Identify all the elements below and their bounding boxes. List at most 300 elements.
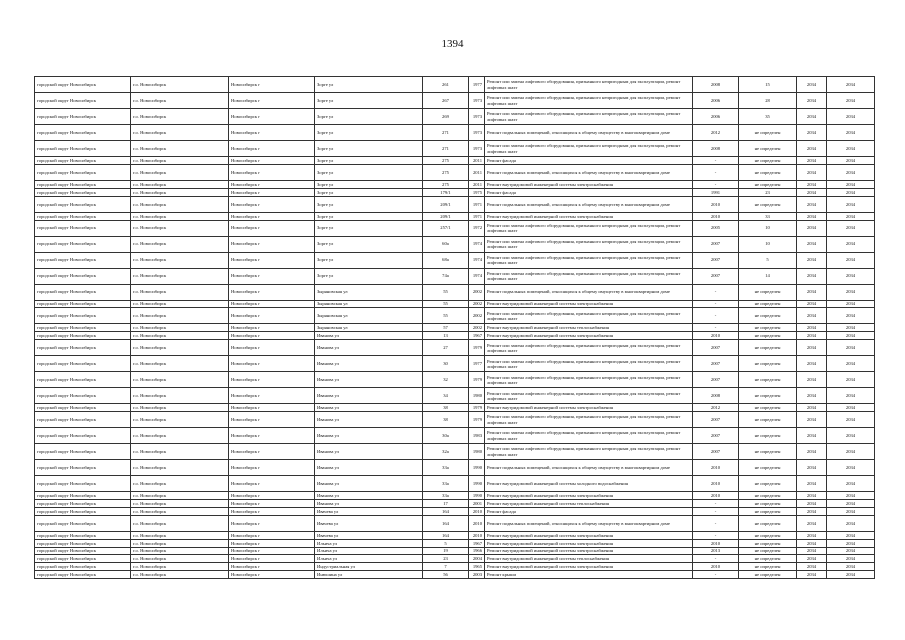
plan-start-cell: 2034 — [797, 284, 827, 300]
plan-end-cell: 2034 — [827, 547, 875, 555]
city-cell: Новосибирск г — [229, 571, 315, 579]
city-cell: Новосибирск г — [229, 515, 315, 531]
city-cell: Новосибирск г — [229, 196, 315, 212]
wear-cell: не определен — [739, 492, 797, 500]
plan-start-cell: 2034 — [797, 563, 827, 571]
street-cell: Иванова ул — [315, 412, 423, 428]
wear-cell: не определен — [739, 547, 797, 555]
work-type-cell: Ремонт внутридомовой инженерной системы электроснабжения — [485, 300, 693, 308]
house-cell: 38 — [423, 412, 469, 428]
street-cell: Зорге ул — [315, 188, 423, 196]
house-cell: 55 — [423, 308, 469, 324]
table-body — [35, 77, 875, 579]
table-row — [35, 188, 875, 196]
city-cell: Новосибирск г — [229, 236, 315, 252]
year-built-cell: 2011 — [469, 164, 485, 180]
city-cell: Новосибирск г — [229, 555, 315, 563]
wear-cell: не определен — [739, 125, 797, 141]
wear-cell: не определен — [739, 388, 797, 404]
table-row — [35, 515, 875, 531]
capital-repair-table — [34, 76, 875, 579]
plan-start-cell: 2034 — [797, 188, 827, 196]
house-cell: 261 — [423, 77, 469, 93]
last-repair-cell: 2005 — [693, 220, 739, 236]
year-built-cell: 1973 — [469, 93, 485, 109]
municipality-cell: г.о. Новосибирск — [131, 515, 229, 531]
house-cell: 209/1 — [423, 212, 469, 220]
house-cell: 60а — [423, 236, 469, 252]
plan-end-cell: 2034 — [827, 476, 875, 492]
city-cell: Новосибирск г — [229, 356, 315, 372]
work-type-cell: Ремонт внутридомовой инженерной системы электроснабжения — [485, 180, 693, 188]
house-cell: 19 — [423, 547, 469, 555]
work-type-cell: Ремонт или замена лифтового оборудования, признанного непригодным для эксплуатации, ремонт лифтовых шахт — [485, 236, 693, 252]
house-cell: 23 — [423, 555, 469, 563]
work-type-cell: Ремонт внутридомовой инженерной системы электроснабжения — [485, 563, 693, 571]
last-repair-cell: - — [693, 515, 739, 531]
city-cell: Новосибирск г — [229, 388, 315, 404]
work-type-cell: Ремонт или замена лифтового оборудования, признанного непригодным для эксплуатации, ремонт лифтовых шахт — [485, 340, 693, 356]
plan-start-cell: 2034 — [797, 388, 827, 404]
wear-cell: не определен — [739, 196, 797, 212]
street-cell: Иванова ул — [315, 372, 423, 388]
district-cell: городской округ Новосибирск — [35, 547, 131, 555]
district-cell: городской округ Новосибирск — [35, 109, 131, 125]
street-cell: Зорге ул — [315, 236, 423, 252]
table-row — [35, 164, 875, 180]
year-built-cell: 1966 — [469, 547, 485, 555]
house-cell: 30 — [423, 356, 469, 372]
municipality-cell: г.о. Новосибирск — [131, 555, 229, 563]
plan-start-cell: 2034 — [797, 372, 827, 388]
last-repair-cell: 2008 — [693, 388, 739, 404]
house-cell: 33а — [423, 476, 469, 492]
house-cell: 164 — [423, 507, 469, 515]
municipality-cell: г.о. Новосибирск — [131, 141, 229, 157]
wear-cell: не определен — [739, 444, 797, 460]
year-built-cell: 2011 — [469, 157, 485, 165]
street-cell: Ильича ул — [315, 547, 423, 555]
year-built-cell: 2002 — [469, 308, 485, 324]
municipality-cell: г.о. Новосибирск — [131, 212, 229, 220]
wear-cell: 10 — [739, 220, 797, 236]
district-cell: городской округ Новосибирск — [35, 476, 131, 492]
year-built-cell: 1974 — [469, 252, 485, 268]
last-repair-cell: 2006 — [693, 109, 739, 125]
work-type-cell: Ремонт подвальных помещений, относящихся к общему имуществу в многоквартирном доме — [485, 460, 693, 476]
work-type-cell: Ремонт внутридомовой инженерной системы электроснабжения — [485, 492, 693, 500]
street-cell: Иванова ул — [315, 460, 423, 476]
wear-cell: 33 — [739, 212, 797, 220]
table-row — [35, 332, 875, 340]
wear-cell: не определен — [739, 571, 797, 579]
plan-start-cell: 2034 — [797, 444, 827, 460]
work-type-cell: Ремонт или замена лифтового оборудования, признанного непригодным для эксплуатации, ремонт лифтовых шахт — [485, 388, 693, 404]
street-cell: Ивачева ул — [315, 531, 423, 539]
plan-start-cell: 2034 — [797, 571, 827, 579]
city-cell: Новосибирск г — [229, 220, 315, 236]
street-cell: Иванова ул — [315, 500, 423, 508]
table-row — [35, 268, 875, 284]
district-cell: городской округ Новосибирск — [35, 372, 131, 388]
table-row — [35, 356, 875, 372]
municipality-cell: г.о. Новосибирск — [131, 252, 229, 268]
street-cell: Инюшина ул — [315, 571, 423, 579]
plan-start-cell: 2034 — [797, 555, 827, 563]
city-cell: Новосибирск г — [229, 268, 315, 284]
house-cell: 257/1 — [423, 220, 469, 236]
work-type-cell: Ремонт или замена лифтового оборудования, признанного непригодным для эксплуатации, ремонт лифтовых шахт — [485, 268, 693, 284]
table-row — [35, 372, 875, 388]
street-cell: Зыряновская ул — [315, 284, 423, 300]
work-type-cell: Ремонт или замена лифтового оборудования, признанного непригодным для эксплуатации, ремонт лифтовых шахт — [485, 109, 693, 125]
wear-cell: не определен — [739, 500, 797, 508]
year-built-cell: 1977 — [469, 356, 485, 372]
plan-end-cell: 2034 — [827, 188, 875, 196]
street-cell: Зорге ул — [315, 180, 423, 188]
plan-end-cell: 2034 — [827, 93, 875, 109]
last-repair-cell: 2012 — [693, 404, 739, 412]
municipality-cell: г.о. Новосибирск — [131, 492, 229, 500]
plan-start-cell: 2034 — [797, 157, 827, 165]
street-cell: Иванова ул — [315, 492, 423, 500]
municipality-cell: г.о. Новосибирск — [131, 476, 229, 492]
house-cell: 269 — [423, 109, 469, 125]
last-repair-cell: 2010 — [693, 332, 739, 340]
wear-cell: не определен — [739, 428, 797, 444]
house-cell: 209/1 — [423, 196, 469, 212]
district-cell: городской округ Новосибирск — [35, 563, 131, 571]
work-type-cell: Ремонт подвальных помещений, относящихся к общему имуществу в многоквартирном доме — [485, 196, 693, 212]
wear-cell: 14 — [739, 268, 797, 284]
last-repair-cell: 2010 — [693, 539, 739, 547]
house-cell: 27 — [423, 340, 469, 356]
city-cell: Новосибирск г — [229, 77, 315, 93]
last-repair-cell: 2010 — [693, 460, 739, 476]
table-row — [35, 300, 875, 308]
table-row — [35, 500, 875, 508]
street-cell: Зорге ул — [315, 125, 423, 141]
district-cell: городской округ Новосибирск — [35, 539, 131, 547]
wear-cell: 35 — [739, 109, 797, 125]
work-type-cell: Ремонт или замена лифтового оборудования, признанного непригодным для эксплуатации, ремонт лифтовых шахт — [485, 93, 693, 109]
last-repair-cell: 2007 — [693, 340, 739, 356]
plan-start-cell: 2034 — [797, 164, 827, 180]
table-row — [35, 109, 875, 125]
last-repair-cell: 2012 — [693, 125, 739, 141]
house-cell: 56 — [423, 571, 469, 579]
last-repair-cell: 2010 — [693, 212, 739, 220]
work-type-cell: Ремонт или замена лифтового оборудования, признанного непригодным для эксплуатации, ремонт лифтовых шахт — [485, 444, 693, 460]
year-built-cell: 2011 — [469, 180, 485, 188]
year-built-cell: 2004 — [469, 555, 485, 563]
municipality-cell: г.о. Новосибирск — [131, 188, 229, 196]
house-cell: 271 — [423, 141, 469, 157]
house-cell: 33а — [423, 492, 469, 500]
municipality-cell: г.о. Новосибирск — [131, 93, 229, 109]
district-cell: городской округ Новосибирск — [35, 125, 131, 141]
city-cell: Новосибирск г — [229, 109, 315, 125]
wear-cell: не определен — [739, 356, 797, 372]
city-cell: Новосибирск г — [229, 372, 315, 388]
table-row — [35, 236, 875, 252]
plan-end-cell: 2034 — [827, 492, 875, 500]
city-cell: Новосибирск г — [229, 539, 315, 547]
last-repair-cell: - — [693, 500, 739, 508]
street-cell: Иванова ул — [315, 388, 423, 404]
table-row — [35, 308, 875, 324]
plan-start-cell: 2034 — [797, 356, 827, 372]
plan-start-cell: 2034 — [797, 308, 827, 324]
plan-end-cell: 2034 — [827, 180, 875, 188]
wear-cell: не определен — [739, 308, 797, 324]
work-type-cell: Ремонт или замена лифтового оборудования, признанного непригодным для эксплуатации, ремонт лифтовых шахт — [485, 220, 693, 236]
table-row — [35, 252, 875, 268]
municipality-cell: г.о. Новосибирск — [131, 268, 229, 284]
year-built-cell: 1990 — [469, 476, 485, 492]
wear-cell: не определен — [739, 180, 797, 188]
wear-cell: не определен — [739, 476, 797, 492]
table-row — [35, 547, 875, 555]
year-built-cell: 1980 — [469, 388, 485, 404]
district-cell: городской округ Новосибирск — [35, 268, 131, 284]
district-cell: городской округ Новосибирск — [35, 388, 131, 404]
district-cell: городской округ Новосибирск — [35, 308, 131, 324]
wear-cell: 5 — [739, 252, 797, 268]
year-built-cell: 1979 — [469, 340, 485, 356]
plan-start-cell: 2034 — [797, 547, 827, 555]
house-cell: 38 — [423, 404, 469, 412]
plan-start-cell: 2034 — [797, 300, 827, 308]
table-row — [35, 555, 875, 563]
year-built-cell: 1973 — [469, 109, 485, 125]
plan-end-cell: 2034 — [827, 555, 875, 563]
table-row — [35, 180, 875, 188]
work-type-cell: Ремонт фасада — [485, 157, 693, 165]
plan-end-cell: 2034 — [827, 109, 875, 125]
table-row — [35, 460, 875, 476]
last-repair-cell: 2013 — [693, 547, 739, 555]
district-cell: городской округ Новосибирск — [35, 332, 131, 340]
municipality-cell: г.о. Новосибирск — [131, 332, 229, 340]
city-cell: Новосибирск г — [229, 412, 315, 428]
city-cell: Новосибирск г — [229, 500, 315, 508]
last-repair-cell: - — [693, 284, 739, 300]
table-row — [35, 539, 875, 547]
city-cell: Новосибирск г — [229, 507, 315, 515]
plan-end-cell: 2034 — [827, 284, 875, 300]
house-cell: 34 — [423, 388, 469, 404]
city-cell: Новосибирск г — [229, 93, 315, 109]
municipality-cell: г.о. Новосибирск — [131, 300, 229, 308]
last-repair-cell: 2007 — [693, 372, 739, 388]
house-cell: 17 — [423, 500, 469, 508]
municipality-cell: г.о. Новосибирск — [131, 180, 229, 188]
year-built-cell: 2001 — [469, 500, 485, 508]
work-type-cell: Ремонт внутридомовой инженерной системы электроснабжения — [485, 539, 693, 547]
plan-end-cell: 2034 — [827, 236, 875, 252]
work-type-cell: Ремонт фасада — [485, 188, 693, 196]
district-cell: городской округ Новосибирск — [35, 252, 131, 268]
work-type-cell: Ремонт внутридомовой инженерной системы электроснабжения — [485, 212, 693, 220]
wear-cell: 15 — [739, 77, 797, 93]
work-type-cell: Ремонт внутридомовой инженерной системы теплоснабжения — [485, 324, 693, 332]
wear-cell: не определен — [739, 539, 797, 547]
wear-cell: не определен — [739, 300, 797, 308]
wear-cell: не определен — [739, 340, 797, 356]
table-row — [35, 404, 875, 412]
work-type-cell: Ремонт подвальных помещений, относящихся к общему имуществу в многоквартирном доме — [485, 125, 693, 141]
district-cell: городской округ Новосибирск — [35, 188, 131, 196]
year-built-cell: 1979 — [469, 412, 485, 428]
last-repair-cell: 2007 — [693, 268, 739, 284]
year-built-cell: 1973 — [469, 125, 485, 141]
house-cell: 33а — [423, 460, 469, 476]
street-cell: Ивачева ул — [315, 507, 423, 515]
district-cell: городской округ Новосибирск — [35, 404, 131, 412]
district-cell: городской округ Новосибирск — [35, 444, 131, 460]
last-repair-cell: - — [693, 300, 739, 308]
district-cell: городской округ Новосибирск — [35, 164, 131, 180]
last-repair-cell: - — [693, 571, 739, 579]
year-built-cell: 1990 — [469, 460, 485, 476]
city-cell: Новосибирск г — [229, 332, 315, 340]
district-cell: городской округ Новосибирск — [35, 356, 131, 372]
work-type-cell: Ремонт внутридомовой инженерной системы теплоснабжения — [485, 555, 693, 563]
plan-start-cell: 2034 — [797, 109, 827, 125]
plan-start-cell: 2034 — [797, 125, 827, 141]
house-cell: 13 — [423, 332, 469, 340]
plan-end-cell: 2034 — [827, 252, 875, 268]
plan-start-cell: 2034 — [797, 236, 827, 252]
street-cell: Зорге ул — [315, 220, 423, 236]
district-cell: городской округ Новосибирск — [35, 77, 131, 93]
plan-start-cell: 2034 — [797, 324, 827, 332]
plan-end-cell: 2034 — [827, 164, 875, 180]
municipality-cell: г.о. Новосибирск — [131, 404, 229, 412]
work-type-cell: Ремонт внутридомовой инженерной системы электроснабжения — [485, 332, 693, 340]
street-cell: Иванова ул — [315, 428, 423, 444]
district-cell: городской округ Новосибирск — [35, 531, 131, 539]
municipality-cell: г.о. Новосибирск — [131, 563, 229, 571]
plan-end-cell: 2034 — [827, 212, 875, 220]
work-type-cell: Ремонт подвальных помещений, относящихся к общему имуществу в многоквартирном доме — [485, 164, 693, 180]
municipality-cell: г.о. Новосибирск — [131, 547, 229, 555]
wear-cell: не определен — [739, 332, 797, 340]
last-repair-cell: 2010 — [693, 492, 739, 500]
district-cell: городской округ Новосибирск — [35, 460, 131, 476]
year-built-cell: 1975 — [469, 188, 485, 196]
last-repair-cell: - — [693, 507, 739, 515]
city-cell: Новосибирск г — [229, 444, 315, 460]
wear-cell: 28 — [739, 93, 797, 109]
plan-start-cell: 2034 — [797, 412, 827, 428]
city-cell: Новосибирск г — [229, 531, 315, 539]
street-cell: Иванова ул — [315, 340, 423, 356]
plan-end-cell: 2034 — [827, 141, 875, 157]
plan-end-cell: 2034 — [827, 356, 875, 372]
wear-cell: не определен — [739, 531, 797, 539]
last-repair-cell: 2007 — [693, 236, 739, 252]
city-cell: Новосибирск г — [229, 428, 315, 444]
house-cell: 68а — [423, 252, 469, 268]
year-built-cell: 1979 — [469, 372, 485, 388]
table-row — [35, 157, 875, 165]
plan-start-cell: 2034 — [797, 141, 827, 157]
last-repair-cell: - — [693, 308, 739, 324]
street-cell: Иванова ул — [315, 332, 423, 340]
city-cell: Новосибирск г — [229, 340, 315, 356]
street-cell: Ильича ул — [315, 539, 423, 547]
municipality-cell: г.о. Новосибирск — [131, 507, 229, 515]
street-cell: Зыряновская ул — [315, 324, 423, 332]
municipality-cell: г.о. Новосибирск — [131, 308, 229, 324]
last-repair-cell: 2008 — [693, 141, 739, 157]
table-row — [35, 507, 875, 515]
year-built-cell: 1974 — [469, 236, 485, 252]
plan-start-cell: 2034 — [797, 93, 827, 109]
street-cell: Зорге ул — [315, 109, 423, 125]
plan-start-cell: 2034 — [797, 220, 827, 236]
city-cell: Новосибирск г — [229, 492, 315, 500]
year-built-cell: 1967 — [469, 539, 485, 547]
city-cell: Новосибирск г — [229, 476, 315, 492]
plan-start-cell: 2034 — [797, 252, 827, 268]
house-cell: 164 — [423, 515, 469, 531]
house-cell: 275 — [423, 180, 469, 188]
district-cell: городской округ Новосибирск — [35, 507, 131, 515]
year-built-cell: 1971 — [469, 212, 485, 220]
city-cell: Новосибирск г — [229, 460, 315, 476]
table-row — [35, 571, 875, 579]
district-cell: городской округ Новосибирск — [35, 492, 131, 500]
city-cell: Новосибирск г — [229, 547, 315, 555]
house-cell: 267 — [423, 93, 469, 109]
plan-end-cell: 2034 — [827, 515, 875, 531]
city-cell: Новосибирск г — [229, 157, 315, 165]
plan-end-cell: 2034 — [827, 125, 875, 141]
wear-cell: не определен — [739, 284, 797, 300]
year-built-cell: 1990 — [469, 492, 485, 500]
plan-end-cell: 2034 — [827, 157, 875, 165]
wear-cell: не определен — [739, 555, 797, 563]
year-built-cell: 1980 — [469, 444, 485, 460]
plan-end-cell: 2034 — [827, 388, 875, 404]
last-repair-cell: 2006 — [693, 93, 739, 109]
city-cell: Новосибирск г — [229, 404, 315, 412]
street-cell: Зорге ул — [315, 157, 423, 165]
work-type-cell: Ремонт внутридомовой инженерной системы холодного водоснабжения — [485, 476, 693, 492]
district-cell: городской округ Новосибирск — [35, 236, 131, 252]
last-repair-cell: 2008 — [693, 77, 739, 93]
plan-end-cell: 2034 — [827, 571, 875, 579]
work-type-cell: Ремонт или замена лифтового оборудования, признанного непригодным для эксплуатации, ремонт лифтовых шахт — [485, 356, 693, 372]
district-cell: городской округ Новосибирск — [35, 571, 131, 579]
wear-cell: не определен — [739, 164, 797, 180]
municipality-cell: г.о. Новосибирск — [131, 460, 229, 476]
plan-start-cell: 2034 — [797, 476, 827, 492]
house-cell: 5 — [423, 539, 469, 547]
last-repair-cell: 2007 — [693, 444, 739, 460]
municipality-cell: г.о. Новосибирск — [131, 444, 229, 460]
work-type-cell: Ремонт внутридомовой инженерной системы теплоснабжения — [485, 500, 693, 508]
plan-start-cell: 2034 — [797, 492, 827, 500]
last-repair-cell: 2007 — [693, 412, 739, 428]
street-cell: Зорге ул — [315, 93, 423, 109]
municipality-cell: г.о. Новосибирск — [131, 388, 229, 404]
house-cell: 55 — [423, 284, 469, 300]
plan-end-cell: 2034 — [827, 531, 875, 539]
